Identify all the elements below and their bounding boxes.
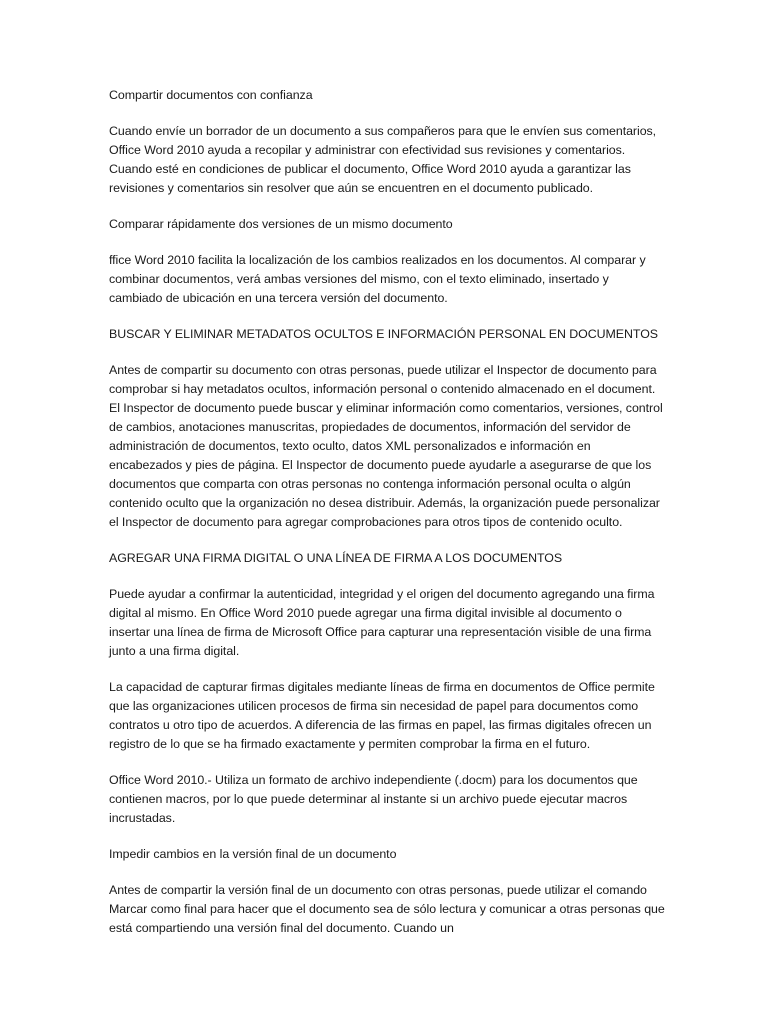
paragraph-version-final: Antes de compartir la versión final de un documento con otras personas, puede utilizar el comando Marcar como final para hacer que el documento sea de sólo lectura y comunicar a otras personas que está compartiendo una versión final del documento. Cuando un <box>109 883 665 935</box>
document-body <box>109 86 665 955</box>
paragraph-comparar: ffice Word 2010 facilita la localización de los cambios realizados en los documentos. Al comparar y combinar documentos, verá ambas versiones del mismo, con el texto eliminado, insertado y cambiado de ubicación en una tercera versión del documento. <box>109 253 646 305</box>
paragraph-formato-docm: Office Word 2010.- Utiliza un formato de archivo independiente (.docm) para los documentos que contienen macros, por lo que puede determinar al instante si un archivo puede ejecutar macros incrustadas. <box>109 773 638 825</box>
paragraph-firma-digital: Puede ayudar a confirmar la autenticidad, integridad y el origen del documento agregando una firma digital al mismo. En Office Word 2010 puede agregar una firma digital invisible al documento o insertar una línea de firma de Microsoft Office para capturar una representación visible de una firma junto a una firma digital. <box>109 587 655 658</box>
section-heading-firma-digital: AGREGAR UNA FIRMA DIGITAL O UNA LÍNEA DE FIRMA A LOS DOCUMENTOS <box>109 551 563 565</box>
section-heading-comparar: Comparar rápidamente dos versiones de un mismo documento <box>109 217 453 231</box>
section-heading-metadatos: BUSCAR Y ELIMINAR METADATOS OCULTOS E INFORMACIÓN PERSONAL EN DOCUMENTOS <box>109 327 659 341</box>
section-heading-compartir: Compartir documentos con confianza <box>109 88 313 102</box>
section-heading-version-final: Impedir cambios en la versión final de un documento <box>109 847 397 861</box>
paragraph-lineas-de-firma: La capacidad de capturar firmas digitales mediante líneas de firma en documentos de Office permite que las organizaciones utilicen procesos de firma sin necesidad de papel para documentos como contratos u otro tipo de acuerdos. A diferencia de las firmas en papel, las firmas digitales ofrecen un registro de lo que se ha firmado exactamente y permiten comprobar la firma en el futuro. <box>109 680 655 751</box>
paragraph-metadatos: Antes de compartir su documento con otras personas, puede utilizar el Inspector de documento para comprobar si hay metadatos ocultos, información personal o contenido almacenado en el document. El Inspector de documento puede buscar y eliminar información como comentarios, versiones, control de cambios, anotaciones manuscritas, propiedades de documentos, información del servidor de administración de documentos, texto oculto, datos XML personalizados e información en encabezados y pies de página. El Inspector de documento puede ayudarle a asegurarse de que los documentos que comparta con otras personas no contenga información personal oculta o algún contenido oculto que la organización no desea distribuir. Además, la organización puede personalizar el Inspector de documento para agregar comprobaciones para otros tipos de contenido oculto. <box>109 363 663 529</box>
paragraph-compartir: Cuando envíe un borrador de un documento a sus compañeros para que le envíen sus comentarios, Office Word 2010 ayuda a recopilar y administrar con efectividad sus revisiones y comentarios. Cuando esté en condiciones de publicar el documento, Office Word 2010 ayuda a garantizar las revisiones y comentarios sin resolver que aún se encuentren en el documento publicado. <box>109 124 657 195</box>
